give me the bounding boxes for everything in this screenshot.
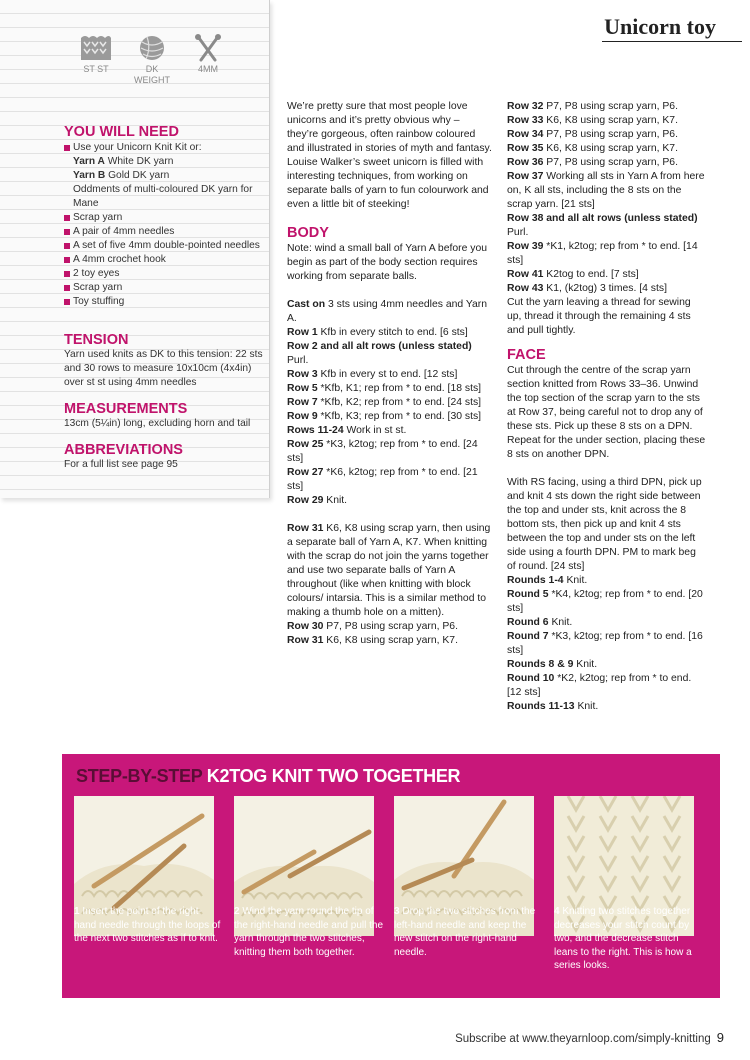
finishing-text: Cut the yarn leaving a thread for sewing up, thread it through the remaining 4 sts and pull tightly. [507,297,691,336]
pattern-row: Row 2 and all alt rows (unless stated) Purl. [287,341,472,366]
list-item: A pair of 4mm needles [64,225,264,239]
st-st-swatch-icon [78,34,114,75]
measurements-heading: MEASUREMENTS [64,401,188,417]
pattern-row: Row 5 *Kfb, K1; rep from * to end. [18 sts] [287,383,482,394]
list-item: Toy stuffing [64,295,264,309]
list-item: A set of five 4mm double-pointed needles [64,239,264,253]
pattern-round: Round 10 *K2, k2tog; rep from * to end. [12 sts] [507,673,692,698]
list-item: 2 toy eyes [64,267,264,281]
intro-paragraph: We’re pretty sure that most people love unicorns and it’s pretty obvious why – they’re gorgeous, often rainbow coloured and illustrated in stories of myth and fantasy. Louise Walker’s sweet unicorn is filled with interesting techniques, from working on separate balls of yarn to fun colourwork and even a little bit of steeking! [287,101,492,210]
pattern-row: Row 25 *K3, k2tog; rep from * to end. [24 sts] [287,439,478,464]
pattern-row: Row 35 K6, K8 using scrap yarn, K7. [507,143,678,154]
measurements-section [64,401,269,431]
pattern-round: Round 7 *K3, k2tog; rep from * to end. [16 sts] [507,631,703,656]
abbreviations-text: For a full list see page 95 [64,459,178,470]
pattern-row: Row 32 P7, P8 using scrap yarn, P6. [507,101,678,112]
step-caption-4: 4 Knitting two stitches together decreases your stitch count by two, and the decrease stitch leans to the right. This is how a series looks. [554,906,692,971]
subscribe-link[interactable]: Subscribe at www.theyarnloop.com/simply-knitting [455,1033,711,1045]
pattern-row: Row 29 Knit. [287,495,348,506]
needles-icon [190,34,226,75]
pattern-row: Row 33 K6, K8 using scrap yarn, K7. [507,115,678,126]
pattern-row: Row 3 Kfb in every st to end. [12 sts] [287,369,458,380]
pattern-row: Row 7 *Kfb, K2; rep from * to end. [24 sts] [287,397,482,408]
list-item: Scrap yarn [64,281,264,295]
pattern-round: Round 5 *K4, k2tog; rep from * to end. [20 sts] [507,589,703,614]
step-caption-2: 2 Wind the yarn round the tip of the right-hand needle and pull the yarn through the two stitches, knitting them both together. [234,906,384,958]
pattern-row: Row 36 P7, P8 using scrap yarn, P6. [507,157,678,168]
pattern-row: Row 27 *K6, k2tog; rep from * to end. [21 sts] [287,467,478,492]
step-by-step-panel [62,754,720,998]
pattern-row: Rows 11-24 Work in st st. [287,425,407,436]
dk-weight-label: DK WEIGHT [134,64,170,85]
pattern-row: Row 39 *K1, k2tog; rep from * to end. [14 sts] [507,241,698,266]
you-will-need-section [64,124,264,309]
pattern-round: Rounds 11-13 Knit. [507,701,599,712]
abbreviations-heading: ABBREVIATIONS [64,442,183,458]
pattern-column-face [507,100,707,714]
list-item: A 4mm crochet hook [64,253,264,267]
pattern-row: Row 37 Working all sts in Yarn A from here on, K all sts, including the 8 sts on the scrap yarn. [21 sts] [507,171,705,210]
step-by-step-title: STEP-BY-STEP K2TOG KNIT TWO TOGETHER [76,766,461,786]
pattern-row: Row 34 P7, P8 using scrap yarn, P6. [507,129,678,140]
pattern-row: Row 43 K1, (k2tog) 3 times. [4 sts] [507,283,667,294]
materials-list [64,141,264,309]
list-item: Scrap yarn [64,211,264,225]
list-item: Oddments of multi-coloured DK yarn for Mane [73,184,253,209]
step-caption-1: 1 Insert the point of the right-hand needle through the loops of the next two stitches as if to knit. [74,906,221,944]
cast-on: Cast on 3 sts using 4mm needles and Yarn A. [287,299,488,324]
page-footer [455,1030,724,1045]
pattern-row: Row 31 K6, K8 using scrap yarn, then using a separate ball of Yarn A, K7. When knitting with the scrap do not join the yarns together and use two separate balls of Yarn A throughout (like when knitting with block colours/ intarsia. This is a similar method to making a thumb hole on a mitten). [287,523,491,618]
pattern-row: Row 31 K6, K8 using scrap yarn, K7. [287,635,458,646]
materials-sidebar [0,0,270,498]
pattern-row: Row 9 *Kfb, K3; rep from * to end. [30 sts] [287,411,482,422]
you-will-need-heading: YOU WILL NEED [64,124,179,140]
pattern-row: Row 38 and all alt rows (unless stated) Purl. [507,213,698,238]
step-caption-3: 3 Drop the two stitches from the left-hand needle and keep the new stitch on the right-hand needle. [394,906,536,958]
st-st-label: ST ST [83,64,109,74]
list-item: Yarn B Gold DK yarn [73,170,170,181]
tension-text: Yarn used knits as DK to this tension: 22 sts and 30 rows to measure 10x10cm (4x4in) over st st using 4mm needles [64,349,263,388]
face-paragraph: With RS facing, using a third DPN, pick up and knit 4 sts down the right side between the top and under sts, knit across the 8 bottom sts, then pick up and knit 4 sts between the top and under sts on the left side using a fourth DPN. PM to mark beg of round. [24 sts] [507,477,702,572]
body-heading: BODY [287,225,329,241]
face-heading: FACE [507,347,546,363]
abbreviations-section [64,442,269,472]
pattern-round: Round 6 Knit. [507,617,573,628]
title-rule [602,41,742,42]
pattern-icons [64,34,264,86]
face-paragraph: Cut through the centre of the scrap yarn section knitted from Rows 33–36. Unwind the top section of the scrap yarn to the sts at Row 37, being careful not to drop any of these sts. Pick up these 8 sts on a DPN. Repeat for the under section, placing these 8 sts on another DPN. [507,365,706,460]
list-item: Use your Unicorn Knit Kit or: [64,141,264,155]
tension-section [64,332,269,390]
pattern-row: Row 1 Kfb in every stitch to end. [6 sts] [287,327,468,338]
page-number: 9 [716,1030,724,1045]
pattern-row: Row 41 K2tog to end. [7 sts] [507,269,639,280]
pattern-round: Rounds 8 & 9 Knit. [507,659,598,670]
pattern-round: Rounds 1-4 Knit. [507,575,588,586]
measurements-text: 13cm (5¼in) long, excluding horn and tail [64,418,251,429]
yarn-ball-icon [134,34,170,86]
body-note: Note: wind a small ball of Yarn A before you begin as part of the body section requires working from separate balls. [287,243,488,282]
page-title: Unicorn toy [604,14,716,39]
pattern-row: Row 30 P7, P8 using scrap yarn, P6. [287,621,458,632]
pattern-column-body [287,100,492,648]
list-item: Yarn A White DK yarn [73,156,174,167]
needle-size-label: 4MM [198,64,218,74]
tension-heading: TENSION [64,332,129,348]
